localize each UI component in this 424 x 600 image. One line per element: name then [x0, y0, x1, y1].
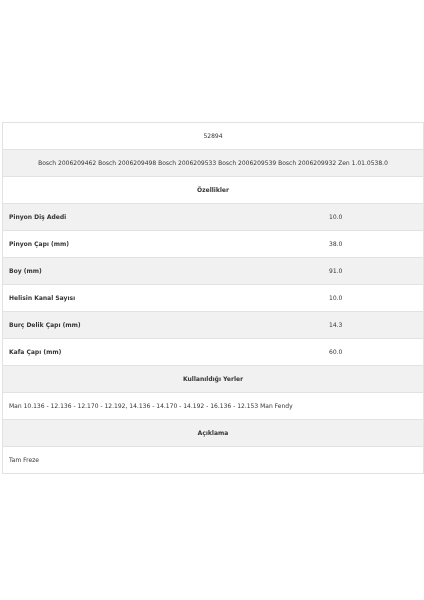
spec-value: 10.0 [329, 213, 343, 221]
oem-refs-row [3, 150, 423, 177]
spec-label: Pinyon Çapı (mm) [9, 240, 69, 248]
usage-title: Kullanıldığı Yerler [182, 375, 244, 383]
spec-label: Helisin Kanal Sayısı [9, 294, 76, 302]
desc-text: Tam Freze [9, 456, 39, 464]
spec-label: Pinyon Diş Adedi [9, 213, 67, 221]
product-code: 52894 [203, 132, 223, 140]
spec-row [3, 204, 423, 231]
desc-row [3, 447, 423, 474]
specs-title: Özellikler [197, 186, 229, 194]
spec-value: 14.3 [329, 321, 343, 329]
spec-value: 60.0 [329, 348, 343, 356]
product-info-table [2, 122, 424, 474]
spec-row [3, 258, 423, 285]
oem-refs: Bosch 2006209462 Bosch 2006209498 Bosch 2006209533 Bosch 2006209539 Bosch 2006209932 Zen 1.01.0538.0 [38, 159, 388, 167]
usage-text: Man 10.136 - 12.136 - 12.170 - 12.192, 14.136 - 14.170 - 14.192 - 16.136 - 12.153 Man Fendy [9, 402, 293, 410]
spec-row [3, 231, 423, 258]
desc-header-row [3, 420, 423, 447]
usage-row [3, 393, 423, 420]
product-code-row [3, 123, 423, 150]
spec-label: Kafa Çapı (mm) [9, 348, 62, 356]
spec-label: Burç Delik Çapı (mm) [9, 321, 81, 329]
spec-value: 10.0 [329, 294, 343, 302]
spec-label: Boy (mm) [9, 267, 42, 275]
usage-header-row [3, 366, 423, 393]
spec-row [3, 312, 423, 339]
spec-value: 91.0 [329, 267, 343, 275]
spec-row [3, 285, 423, 312]
spec-row [3, 339, 423, 366]
specs-header-row [3, 177, 423, 204]
desc-title: Açıklama [197, 429, 229, 437]
spec-value: 38.0 [329, 240, 343, 248]
